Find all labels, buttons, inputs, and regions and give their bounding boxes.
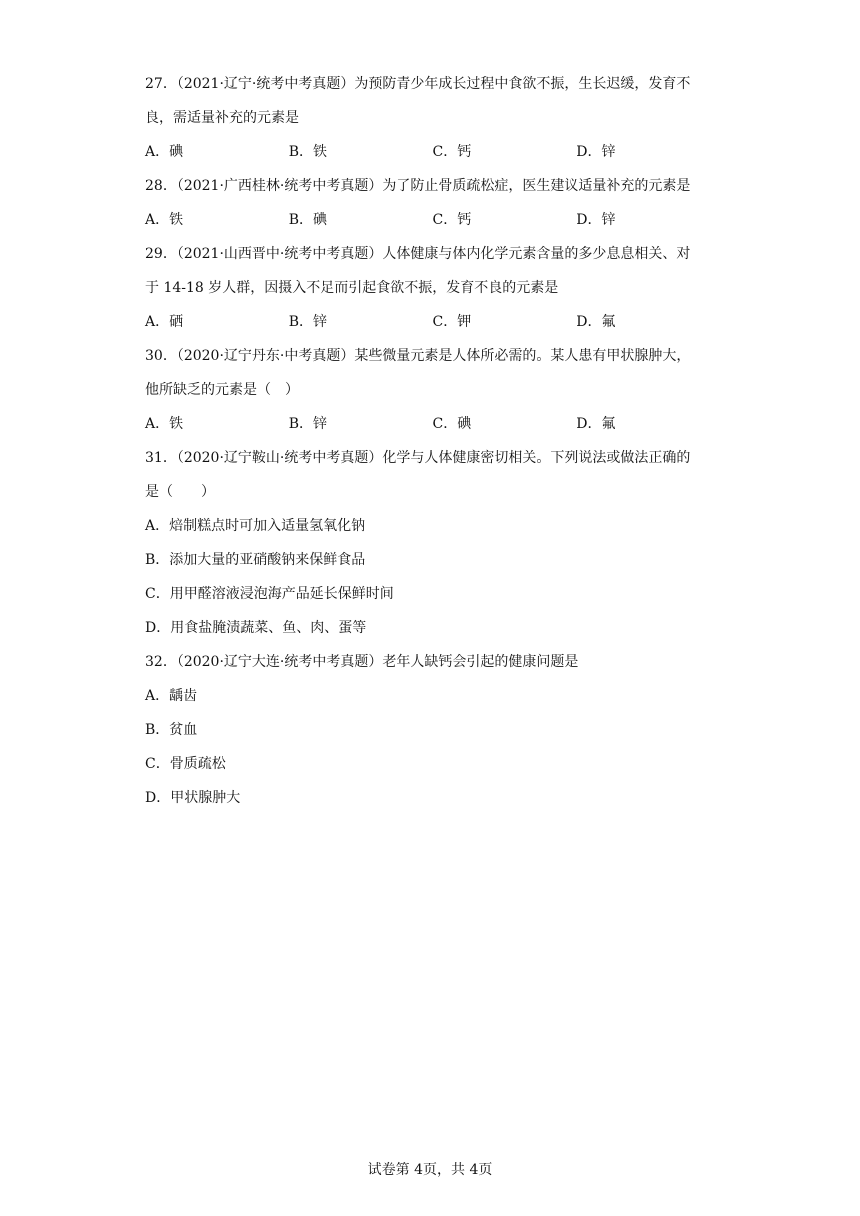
question-30-stem-line-1: 30．（2020·辽宁丹东·中考真题）某些微量元素是人体所必需的。某人患有甲状腺肿大， xyxy=(145,348,691,364)
question-28-option-a: A．铁 xyxy=(145,212,184,228)
question-30-option-d: D．氟 xyxy=(576,416,616,432)
question-list xyxy=(145,72,720,820)
question-30-option-a: A．铁 xyxy=(145,416,184,432)
question-32-option-d: D．甲状腺肿大 xyxy=(145,790,241,806)
question-29-option-b: B．锌 xyxy=(288,314,328,330)
question-30-stem-line-2: 他所缺乏的元素是（ ） xyxy=(145,382,299,398)
question-28-option-b: B．碘 xyxy=(288,212,328,228)
question-31-stem-line-1: 31．（2020·辽宁鞍山·统考中考真题）化学与人体健康密切相关。下列说法或做法正确的 xyxy=(145,450,691,466)
question-28-options xyxy=(145,208,720,242)
question-31 xyxy=(145,446,720,650)
question-27-stem-line-1: 27．（2021·辽宁·统考中考真题）为预防青少年成长过程中食欲不振，生长迟缓，发育不 xyxy=(145,76,691,92)
question-28-option-c: C．钙 xyxy=(432,212,472,228)
page-footer: 试卷第 4页，共 4页 xyxy=(367,1162,493,1178)
question-32-option-b: B．贫血 xyxy=(145,722,198,738)
question-27-option-a: A．碘 xyxy=(145,144,184,160)
question-28-option-d: D．锌 xyxy=(576,212,616,228)
question-29-option-a: A．硒 xyxy=(145,314,184,330)
question-32-option-a: A．龋齿 xyxy=(145,688,198,704)
question-30 xyxy=(145,344,720,446)
question-31-option-c: C．用甲醛溶液浸泡海产品延长保鲜时间 xyxy=(145,586,394,602)
question-28 xyxy=(145,174,720,242)
question-29-stem-line-2: 于 14-18 岁人群，因摄入不足而引起食欲不振，发育不良的元素是 xyxy=(145,280,559,296)
question-29-stem-line-1: 29．（2021·山西晋中·统考中考真题）人体健康与体内化学元素含量的多少息息相关、对 xyxy=(145,246,691,262)
question-29-option-d: D．氟 xyxy=(576,314,616,330)
question-29 xyxy=(145,242,720,344)
question-32-option-c: C．骨质疏松 xyxy=(145,756,226,772)
question-31-option-a: A．焙制糕点时可加入适量氢氧化钠 xyxy=(145,518,366,534)
question-27-option-d: D．锌 xyxy=(576,144,616,160)
question-32 xyxy=(145,650,720,820)
question-27-stem-line-2: 良，需适量补充的元素是 xyxy=(145,110,299,126)
question-31-stem-line-2: 是（ ） xyxy=(145,484,215,500)
question-27-option-b: B．铁 xyxy=(288,144,328,160)
question-31-option-d: D．用食盐腌渍蔬菜、鱼、肉、蛋等 xyxy=(145,620,367,636)
question-30-options xyxy=(145,412,720,446)
question-28-stem-line-1: 28．（2021·广西桂林·统考中考真题）为了防止骨质疏松症，医生建议适量补充的元素是 xyxy=(145,178,691,194)
question-32-stem-line-1: 32．（2020·辽宁大连·统考中考真题）老年人缺钙会引起的健康问题是 xyxy=(145,654,579,670)
question-27-option-c: C．钙 xyxy=(432,144,472,160)
question-29-option-c: C．钾 xyxy=(432,314,472,330)
question-31-option-b: B．添加大量的亚硝酸钠来保鲜食品 xyxy=(145,552,366,568)
question-27-options xyxy=(145,140,720,174)
question-27 xyxy=(145,72,720,174)
question-29-options xyxy=(145,310,720,344)
question-30-option-c: C．碘 xyxy=(432,416,472,432)
question-30-option-b: B．锌 xyxy=(288,416,328,432)
